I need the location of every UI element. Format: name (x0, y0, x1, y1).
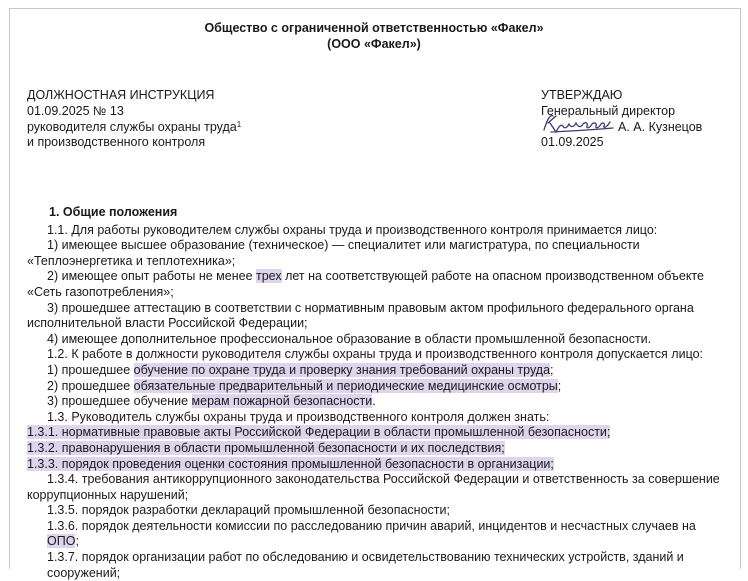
clause-1-3-7: 1.3.7. порядок организации работ по обследованию и освидетельствованию технических устройств, зданий и сооружений; (47, 550, 684, 580)
clause-1-1: 1.1. Для работы руководителем службы охраны труда и производственного контроля принимается лицо: (47, 222, 658, 237)
clause-1-3-3 (27, 457, 725, 473)
doc-position-line2: и производственного контроля (27, 135, 206, 149)
highlighted-text: трех (256, 269, 282, 284)
text-run: ; (75, 534, 79, 549)
approve-role: Генеральный директор (541, 104, 676, 118)
clause-1-1-2 (27, 269, 725, 300)
clause-1-3-2 (27, 441, 725, 457)
text-run: 2) прошедшее (47, 378, 134, 393)
text-run: 1.3.6. порядок деятельности комиссии по расследованию причин аварий, инцидентов и несчастных случаев на (47, 518, 696, 533)
highlighted-text: 1.3.3. порядок проведения оценки состояния промышленной безопасности в организации; (27, 456, 554, 471)
clause-1-2-1 (27, 363, 725, 379)
clause-1-1-4: 4) имеющее дополнительное профессиональное образование в области промышленной безопасности. (47, 331, 652, 346)
org-name: Общество с ограниченной ответственностью «Факел» (204, 21, 544, 35)
approve-name: А. А. Кузнецов (618, 120, 703, 134)
section-heading: 1. Общие положения (49, 205, 178, 219)
highlighted-text: обучение по охране труда и проверку знания требований охраны труда (133, 362, 551, 377)
highlighted-text: 1.3.1. нормативные правовые акты Российской Федерации в области промышленной безопасности; (27, 425, 611, 440)
clause-1-1-3: 3) прошедшее аттестацию в соответствии с нормативным правовым актом профильного федерального органа исполнительной власти Российской Федерации; (27, 300, 694, 331)
approve-date: 01.09.2025 (541, 135, 604, 149)
text-run: 2) имеющее опыт работы не менее (47, 269, 256, 284)
clause-1-3-1 (27, 425, 725, 441)
text-run: 1) прошедшее (47, 362, 134, 377)
text-run: . (372, 394, 376, 409)
footnote-mark: 1 (236, 120, 242, 129)
org-short-name: (ООО «Факел») (327, 37, 421, 51)
clause-1-2: 1.2. К работе в должности руководителя службы охраны труда и производственного контроля допускается лицо: (47, 347, 704, 362)
highlighted-text: обязательные предварительный и периодические медицинские осмотры (133, 378, 558, 393)
clause-1-3: 1.3. Руководитель службы охраны труда и производственного контроля должен знать: (47, 409, 550, 424)
doc-position-text: руководителя службы охраны труда (27, 120, 237, 134)
clause-1-3-5: 1.3.5. порядок разработки деклараций промышленной безопасности; (47, 503, 450, 518)
highlighted-text: ОПО (47, 534, 76, 549)
text-run: ; (557, 378, 562, 393)
clause-1-3-6 (27, 519, 725, 550)
clause-1-2-3 (27, 394, 725, 410)
text-run: 3) прошедшее обучение (47, 394, 192, 409)
doc-date-number: 01.09.2025 № 13 (27, 104, 124, 118)
handwritten-signature (541, 110, 617, 136)
text-run: ; (550, 362, 554, 377)
highlighted-text: мерам пожарной безопасности (191, 394, 373, 409)
doc-type: ДОЛЖНОСТНАЯ ИНСТРУКЦИЯ (27, 88, 215, 102)
approve-label: УТВЕРЖДАЮ (541, 88, 623, 102)
doc-position-line1 (27, 119, 241, 135)
clause-1-2-2 (27, 379, 725, 395)
text-run: лет на соответствующей работе на опасном производственном объекте «Сеть газопотребления»; (27, 269, 704, 299)
clause-1-3-4: 1.3.4. требования антикоррупционного законодательства Российской Федерации и ответственность за совершение коррупционных нарушений; (27, 472, 720, 502)
document-body (27, 205, 725, 581)
highlighted-text: 1.3.2. правонарушения в области промышленной безопасности и их последствия; (27, 440, 505, 455)
clause-1-1-1: 1) имеющее высшее образование (техническое) — специалитет или магистратура, по специальности «Теплоэнергетика и теплотехника»; (27, 238, 640, 268)
